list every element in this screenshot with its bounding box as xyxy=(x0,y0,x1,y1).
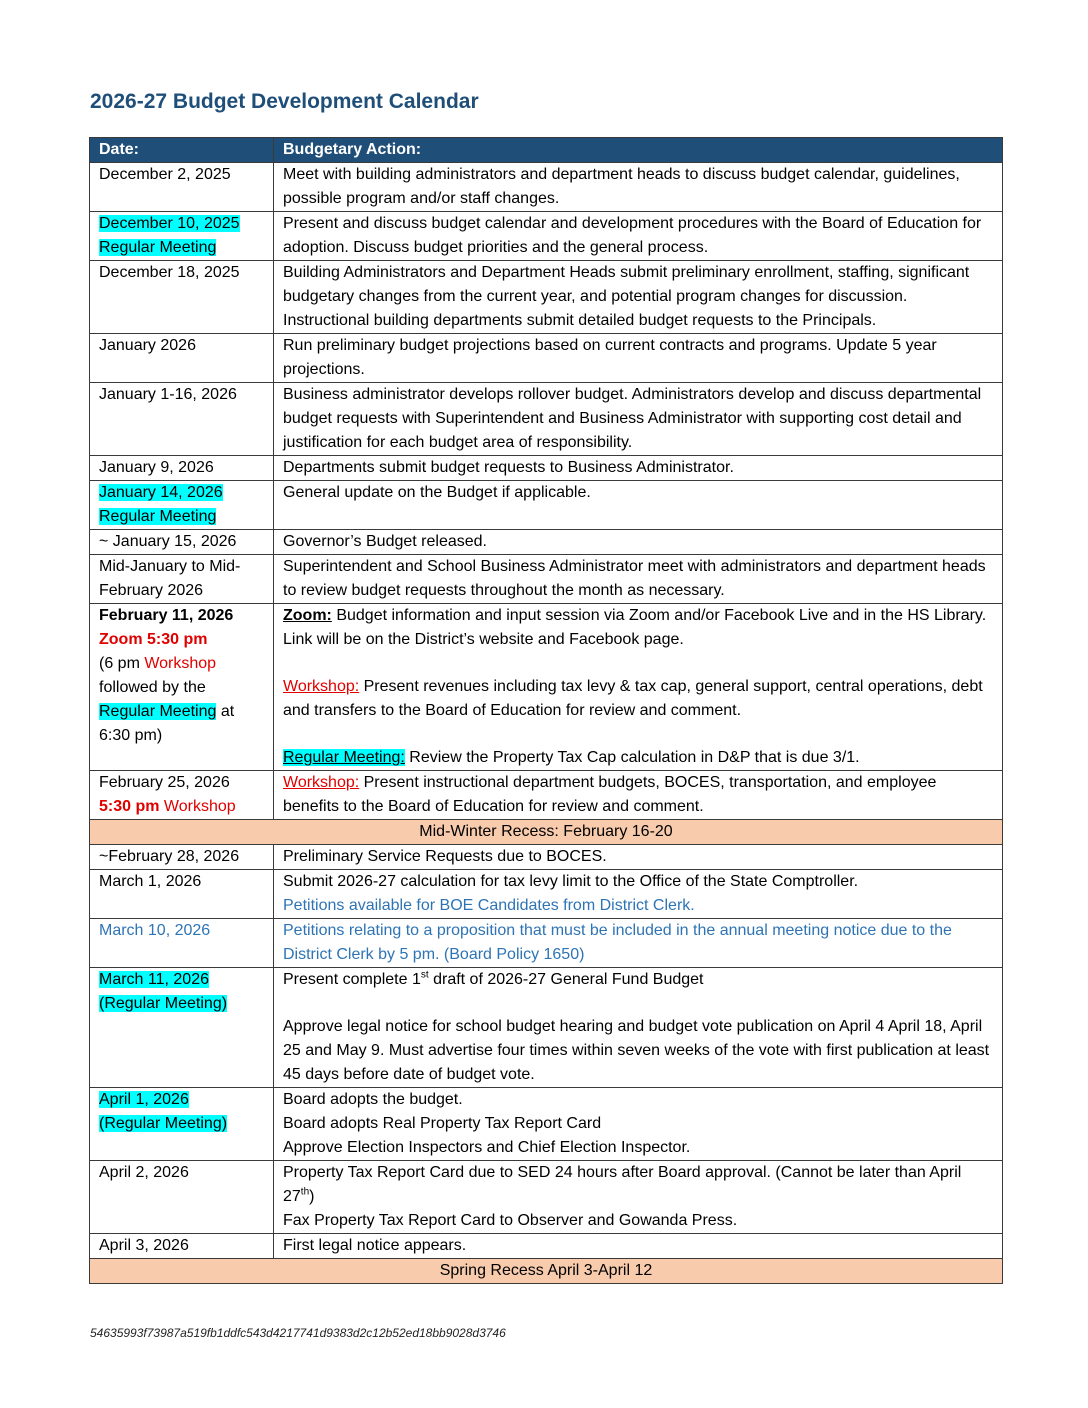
petition-note: Petitions available for BOE Candidates from District Clerk. xyxy=(283,897,695,914)
zoom-label: Zoom: xyxy=(283,607,332,624)
table-row xyxy=(90,261,1003,334)
table-row xyxy=(90,481,1003,530)
action-cell xyxy=(274,261,1003,334)
date-cell xyxy=(90,968,274,1088)
column-header-action: Budgetary Action: xyxy=(274,138,1003,163)
table-row xyxy=(90,1088,1003,1161)
action-cell: Meet with building administrators and department heads to discuss budget calendar, guidelines, possible program and/or staff changes. xyxy=(274,163,1003,212)
zoom-action xyxy=(283,604,993,652)
date-note: followed by the xyxy=(99,679,206,696)
date-cell xyxy=(90,1088,274,1161)
date-cell: March 10, 2026 xyxy=(90,919,274,968)
date-text: February 25, 2026 xyxy=(99,774,230,791)
action-text xyxy=(283,968,993,992)
action-text: Approve Election Inspectors and Chief Election Inspector. xyxy=(283,1139,691,1156)
table-row xyxy=(90,968,1003,1088)
table-row xyxy=(90,870,1003,919)
action-text-part: draft of 2026-27 General Fund Budget xyxy=(428,971,704,988)
table-row xyxy=(90,163,1003,212)
action-text-part: ) xyxy=(309,1188,315,1205)
date-cell: January 2026 xyxy=(90,334,274,383)
date-note-text: at xyxy=(216,703,235,720)
meeting-label: Regular Meeting: xyxy=(283,749,405,766)
date-highlight: April 1, 2026 xyxy=(99,1091,189,1108)
ordinal-suffix: st xyxy=(420,969,429,981)
table-row xyxy=(90,845,1003,870)
meeting-label: (Regular Meeting) xyxy=(99,1115,228,1132)
table-row xyxy=(90,530,1003,555)
action-text: Present instructional department budgets, BOCES, transportation, and employee benefits to the Board of Education for review and comment. xyxy=(283,774,937,815)
meeting-label: Regular Meeting xyxy=(99,239,217,256)
action-text: Fax Property Tax Report Card to Observer and Gowanda Press. xyxy=(283,1212,738,1229)
action-text xyxy=(283,1161,993,1209)
zoom-time: Zoom 5:30 pm xyxy=(99,631,208,648)
table-row xyxy=(90,1234,1003,1259)
action-cell xyxy=(274,1161,1003,1234)
action-cell: Present and discuss budget calendar and development procedures with the Board of Education for adoption. Discuss budget priorities and the general process. xyxy=(274,212,1003,261)
table-row xyxy=(90,212,1003,261)
workshop-label: Workshop: xyxy=(283,774,360,791)
date-note xyxy=(99,652,264,676)
action-cell xyxy=(274,604,1003,771)
workshop-action xyxy=(283,675,993,723)
action-text: Building Administrators and Department Heads submit preliminary enrollment, staffing, significant budgetary changes from the current year, and potential program changes for discussion. xyxy=(283,264,970,305)
date-cell xyxy=(90,604,274,771)
action-cell xyxy=(274,968,1003,1088)
date-cell xyxy=(90,212,274,261)
date-highlight: December 10, 2025 xyxy=(99,215,240,232)
action-text-part: Present complete 1 xyxy=(283,971,421,988)
action-cell: Superintendent and School Business Administrator meet with administrators and department heads to review budget requests throughout the month as necessary. xyxy=(274,555,1003,604)
table-row xyxy=(90,456,1003,481)
date-note: 6:30 pm) xyxy=(99,727,163,744)
date-note xyxy=(99,795,264,819)
action-text: Instructional building departments submit detailed budget requests to the Principals. xyxy=(283,312,877,329)
table-row xyxy=(90,555,1003,604)
column-header-date: Date: xyxy=(90,138,274,163)
date-cell: ~February 28, 2026 xyxy=(90,845,274,870)
workshop-time: 5:30 pm xyxy=(99,798,160,815)
table-row xyxy=(90,771,1003,820)
recess-row xyxy=(90,1259,1003,1284)
date-cell: Mid-January to Mid-February 2026 xyxy=(90,555,274,604)
date-cell: January 9, 2026 xyxy=(90,456,274,481)
date-highlight: March 11, 2026 xyxy=(99,971,209,988)
action-cell: Departments submit budget requests to Business Administrator. xyxy=(274,456,1003,481)
table-header-row xyxy=(90,138,1003,163)
table-row xyxy=(90,604,1003,771)
workshop-label: Workshop: xyxy=(283,678,360,695)
ordinal-suffix: th xyxy=(300,1186,310,1198)
date-cell: December 2, 2025 xyxy=(90,163,274,212)
action-text: Submit 2026-27 calculation for tax levy limit to the Office of the State Comptroller. xyxy=(283,873,859,890)
action-cell: Run preliminary budget projections based on current contracts and programs. Update 5 year projections. xyxy=(274,334,1003,383)
date-cell: April 2, 2026 xyxy=(90,1161,274,1234)
document-hash: 54635993f73987a519fb1ddfc543d4217741d9383d2c12b52ed18bb9028d3746 xyxy=(90,1326,506,1340)
action-text: Present revenues including tax levy & tax cap, general support, central operations, debt and transfers to the Board of Education for review and comment. xyxy=(283,678,983,719)
date-cell: January 1-16, 2026 xyxy=(90,383,274,456)
action-cell: Business administrator develops rollover budget. Administrators develop and discuss departmental budget requests with Superintendent and Business Administrator with supporting cost detail and justification for each budget area of responsibility. xyxy=(274,383,1003,456)
date-note xyxy=(99,700,264,724)
regular-meeting-action xyxy=(283,746,993,770)
table-row xyxy=(90,919,1003,968)
action-text: Budget information and input session via Zoom and/or Facebook Live and in the HS Library. Link will be on the District’s website and Facebook page. xyxy=(283,607,987,648)
meeting-label: Regular Meeting xyxy=(99,703,217,720)
date-cell xyxy=(90,481,274,530)
action-cell: Petitions relating to a proposition that must be included in the annual meeting notice due to the District Clerk by 5 pm. (Board Policy 1650) xyxy=(274,919,1003,968)
date-cell xyxy=(90,771,274,820)
date-highlight: January 14, 2026 xyxy=(99,484,223,501)
date-cell: March 1, 2026 xyxy=(90,870,274,919)
date-cell: ~ January 15, 2026 xyxy=(90,530,274,555)
action-text-part: Property Tax Report Card due to SED 24 hours after Board approval. (Cannot be later than April 27 xyxy=(283,1164,962,1205)
recess-cell: Spring Recess April 3-April 12 xyxy=(90,1259,1003,1284)
date-cell: December 18, 2025 xyxy=(90,261,274,334)
table-row xyxy=(90,334,1003,383)
action-cell: Governor’s Budget released. xyxy=(274,530,1003,555)
action-cell xyxy=(274,1088,1003,1161)
date-text: February 11, 2026 xyxy=(99,607,234,624)
recess-cell: Mid-Winter Recess: February 16-20 xyxy=(90,820,1003,845)
action-cell: General update on the Budget if applicable. xyxy=(274,481,1003,530)
meeting-label: Regular Meeting xyxy=(99,508,217,525)
recess-row xyxy=(90,820,1003,845)
action-text: Approve legal notice for school budget hearing and budget vote publication on April 4 April 18, April 25 and May 9. Must advertise four times within seven weeks of the vote with first publication at least 45 days before date of budget vote. xyxy=(283,1018,990,1083)
action-cell xyxy=(274,771,1003,820)
workshop-label: Workshop xyxy=(159,798,236,815)
table-row xyxy=(90,1161,1003,1234)
table-row xyxy=(90,383,1003,456)
action-text: Review the Property Tax Cap calculation in D&P that is due 3/1. xyxy=(404,749,860,766)
action-cell xyxy=(274,870,1003,919)
action-cell: Preliminary Service Requests due to BOCES. xyxy=(274,845,1003,870)
workshop-label: Workshop xyxy=(144,655,217,672)
date-cell: April 3, 2026 xyxy=(90,1234,274,1259)
action-text: Board adopts the budget. xyxy=(283,1091,463,1108)
meeting-label: (Regular Meeting) xyxy=(99,995,228,1012)
action-cell: First legal notice appears. xyxy=(274,1234,1003,1259)
action-text: Board adopts Real Property Tax Report Card xyxy=(283,1115,602,1132)
page-title: 2026-27 Budget Development Calendar xyxy=(90,90,479,113)
budget-calendar-table xyxy=(89,137,1003,1284)
date-note-text: (6 pm xyxy=(99,655,145,672)
